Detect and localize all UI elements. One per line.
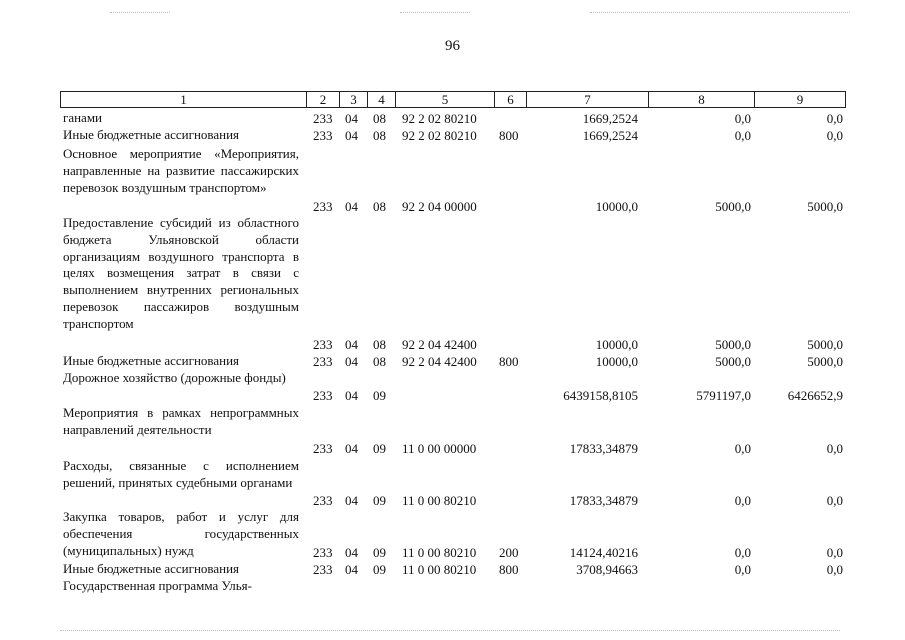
cell-amount-1: 10000,0 bbox=[595, 354, 638, 369]
cell-amount-3: 5000,0 bbox=[807, 337, 843, 352]
cell-section: 04 bbox=[345, 111, 358, 126]
cell-subsection: 08 bbox=[373, 111, 386, 126]
header-cell: 4 bbox=[367, 91, 395, 108]
cell-target-article: 11 0 00 80210 bbox=[402, 562, 477, 577]
header-cell: 7 bbox=[526, 91, 648, 108]
cell-subsection: 08 bbox=[373, 354, 386, 369]
cell-section: 04 bbox=[345, 545, 358, 560]
cell-ministry: 233 bbox=[313, 337, 333, 352]
cell-target-article: 92 2 04 42400 bbox=[402, 354, 477, 369]
cell-subsection: 09 bbox=[373, 388, 386, 403]
header-cell: 9 bbox=[754, 91, 846, 108]
row-description: Мероприятия в рамках непрограммных направлений деятельности bbox=[63, 405, 299, 437]
cell-amount-3: 0,0 bbox=[826, 493, 843, 508]
row-description: Иные бюджетные ассигнования bbox=[63, 353, 240, 368]
cell-ministry: 233 bbox=[313, 493, 333, 508]
cell-target-article: 92 2 04 42400 bbox=[402, 337, 477, 352]
cell-ministry: 233 bbox=[313, 199, 333, 214]
cell-ministry: 233 bbox=[313, 562, 333, 577]
row-description: Основное мероприятие «Мероприятия, направленные на развитие пассажирских перевозок воздушным транспортом» bbox=[63, 146, 299, 195]
cell-ministry: 233 bbox=[313, 128, 333, 143]
cell-ministry: 233 bbox=[313, 545, 333, 560]
cell-target-article: 11 0 00 80210 bbox=[402, 545, 477, 560]
row-description: Государственная программа Улья- bbox=[63, 578, 252, 593]
cell-subsection: 08 bbox=[373, 337, 386, 352]
cell-subsection: 09 bbox=[373, 562, 386, 577]
row-description: ганами bbox=[63, 110, 103, 125]
cell-amount-3: 5000,0 bbox=[807, 354, 843, 369]
header-cell: 8 bbox=[648, 91, 754, 108]
cell-amount-3: 0,0 bbox=[826, 562, 843, 577]
cell-section: 04 bbox=[345, 388, 358, 403]
cell-amount-1: 1669,2524 bbox=[582, 128, 638, 143]
cell-target-article: 11 0 00 00000 bbox=[402, 441, 477, 456]
cell-amount-1: 17833,34879 bbox=[569, 493, 638, 508]
cell-amount-2: 0,0 bbox=[734, 545, 751, 560]
header-cell: 5 bbox=[395, 91, 494, 108]
scan-artifact-top bbox=[590, 12, 850, 14]
cell-amount-3: 0,0 bbox=[826, 545, 843, 560]
cell-amount-1: 10000,0 bbox=[595, 337, 638, 352]
cell-subsection: 08 bbox=[373, 199, 386, 214]
cell-amount-3: 5000,0 bbox=[807, 199, 843, 214]
cell-subsection: 09 bbox=[373, 493, 386, 508]
cell-amount-3: 0,0 bbox=[826, 111, 843, 126]
row-description: Расходы, связанные с исполнением решений, принятых судебными органами bbox=[63, 458, 299, 490]
cell-amount-2: 5000,0 bbox=[715, 199, 751, 214]
cell-expense-type: 200 bbox=[499, 545, 519, 560]
cell-expense-type: 800 bbox=[499, 354, 519, 369]
row-description: Закупка товаров, работ и услуг для обеспечения государственных (муниципальных) нужд bbox=[63, 509, 299, 558]
cell-amount-3: 0,0 bbox=[826, 441, 843, 456]
cell-amount-2: 5000,0 bbox=[715, 354, 751, 369]
cell-amount-2: 5791197,0 bbox=[696, 388, 751, 403]
cell-expense-type: 800 bbox=[499, 562, 519, 577]
cell-amount-1: 17833,34879 bbox=[569, 441, 638, 456]
cell-amount-2: 0,0 bbox=[734, 562, 751, 577]
cell-target-article: 92 2 02 80210 bbox=[402, 128, 477, 143]
cell-amount-1: 1669,2524 bbox=[582, 111, 638, 126]
cell-section: 04 bbox=[345, 441, 358, 456]
cell-amount-1: 10000,0 bbox=[595, 199, 638, 214]
cell-target-article: 92 2 02 80210 bbox=[402, 111, 477, 126]
cell-ministry: 233 bbox=[313, 111, 333, 126]
header-cell: 2 bbox=[306, 91, 339, 108]
cell-amount-3: 6426652,9 bbox=[787, 388, 843, 403]
cell-section: 04 bbox=[345, 199, 358, 214]
header-cell: 1 bbox=[60, 91, 306, 108]
cell-target-article: 11 0 00 80210 bbox=[402, 493, 477, 508]
row-description: Иные бюджетные ассигнования bbox=[63, 127, 240, 142]
cell-amount-3: 0,0 bbox=[826, 128, 843, 143]
cell-subsection: 09 bbox=[373, 441, 386, 456]
row-description: Дорожное хозяйство (дорожные фонды) bbox=[63, 370, 286, 385]
cell-expense-type: 800 bbox=[499, 128, 519, 143]
header-cell: 3 bbox=[339, 91, 367, 108]
row-description: Предоставление субсидий из областного бюджета Ульяновской области организациям воздушного транспорта в целях возмещения затрат в связи с выполнением внутренних региональных перевозок пассажиров воздушным транспортом bbox=[63, 215, 299, 331]
scan-artifact-top bbox=[110, 12, 170, 14]
cell-amount-2: 0,0 bbox=[734, 493, 751, 508]
scan-artifact-top bbox=[400, 12, 470, 14]
cell-amount-2: 0,0 bbox=[734, 441, 751, 456]
cell-amount-1: 3708,94663 bbox=[576, 562, 638, 577]
cell-amount-1: 6439158,8105 bbox=[563, 388, 638, 403]
cell-ministry: 233 bbox=[313, 441, 333, 456]
page-number: 96 bbox=[445, 38, 460, 54]
cell-ministry: 233 bbox=[313, 354, 333, 369]
cell-subsection: 08 bbox=[373, 128, 386, 143]
header-cell: 6 bbox=[494, 91, 526, 108]
cell-section: 04 bbox=[345, 354, 358, 369]
cell-amount-2: 0,0 bbox=[734, 128, 751, 143]
cell-section: 04 bbox=[345, 493, 358, 508]
cell-ministry: 233 bbox=[313, 388, 333, 403]
cell-amount-2: 0,0 bbox=[734, 111, 751, 126]
cell-amount-1: 14124,40216 bbox=[569, 545, 638, 560]
cell-subsection: 09 bbox=[373, 545, 386, 560]
row-description: Иные бюджетные ассигнования bbox=[63, 561, 240, 576]
cell-section: 04 bbox=[345, 562, 358, 577]
scan-artifact-bottom bbox=[60, 630, 840, 632]
cell-section: 04 bbox=[345, 128, 358, 143]
cell-amount-2: 5000,0 bbox=[715, 337, 751, 352]
cell-section: 04 bbox=[345, 337, 358, 352]
cell-target-article: 92 2 04 00000 bbox=[402, 199, 477, 214]
